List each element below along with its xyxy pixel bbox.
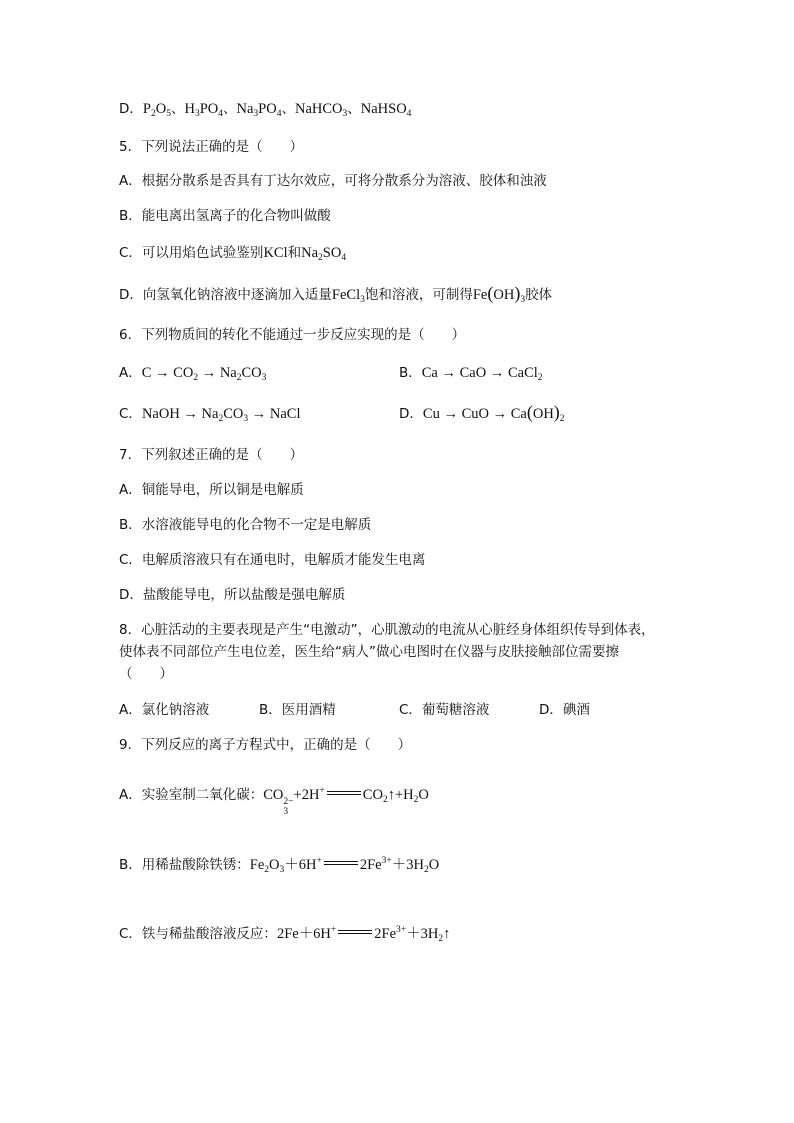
formula-feoh3: $Fe(OH)_3$ (472, 283, 526, 305)
q5-option-c: C．可以用焰色试验鉴别KCl和$Na_2SO_4$ (119, 245, 347, 263)
q8-option-a: A．氯化钠溶液 (119, 702, 210, 718)
formula-na2so4: $Na_2SO_4$ (301, 245, 347, 263)
q6-stem: 6．下列物质间的转化不能通过一步反应实现的是（ ） (119, 327, 466, 343)
formula-nahco3: NaHCO$_3$ (294, 101, 348, 119)
arrow-icon: → (441, 365, 456, 381)
q7-option-c: C．电解质溶液只有在通电时，电解质才能发生电离 (119, 552, 426, 568)
q4-option-d (119, 100, 411, 118)
gas-arrow-icon: ↑ (387, 787, 395, 803)
equals-sign (324, 861, 358, 865)
formula-nahso4: NaHSO$_4$ (360, 101, 412, 119)
q9-option-c: C．铁与稀盐酸溶液反应：2Fe＋6H+ $2Fe^{3+}+3H_2↑$ (119, 925, 451, 944)
q6-option-d: D．Cu → CuO → $Ca(OH)_2$ (399, 402, 565, 424)
q8-option-c: C．葡萄糖溶液 (399, 702, 490, 718)
separator: 、 (281, 101, 295, 117)
q8-option-b: B．医用酒精 (259, 702, 336, 718)
formula-p2o5: $P_2O_5$ (142, 101, 171, 119)
q8-stem-line3: （ ） (119, 666, 173, 682)
gas-arrow-icon: ↑ (443, 926, 451, 942)
arrow-icon: → (443, 406, 458, 422)
arrow-icon: → (489, 365, 505, 381)
q6-option-a: A．$C \to CO_2 \to Na_2CO_3$ (119, 365, 267, 383)
q6-option-c: C．NaOH → $Na_2CO_3$ → NaCl (119, 406, 301, 424)
q7-stem: 7．下列叙述正确的是（ ） (119, 447, 304, 463)
q5-option-a: A．根据分散系是否具有丁达尔效应，可将分散系分为溶液、胶体和浊液 (119, 173, 547, 189)
option-label: D． (119, 101, 143, 117)
q8-option-d: D．碘酒 (539, 702, 590, 718)
q9-option-b: B．用稀盐酸除铁锈：$Fe_2O_3+6H^+$ $2Fe^{3+}+3H_2O$ (119, 856, 440, 875)
ionic-equation: 2Fe＋6H+ $2Fe^{3+}+3H_2↑$ (276, 925, 451, 944)
q8-stem-line1: 8．心脏活动的主要表现是产生“电激动”，心肌激动的电流从心脏经身体组织传导到体表， (119, 622, 655, 638)
formula-fecl3: FeCl$_3$ (331, 287, 365, 305)
formula-na3po4: $Na_3PO_4$ (236, 101, 282, 119)
q5-option-d: D．向氢氧化钠溶液中逐滴加入适量FeCl$_3$饱和溶液，可制得$Fe(OH)_3$胶体 (119, 283, 553, 305)
arrow-icon: → (201, 365, 217, 381)
arrow-icon: → (251, 406, 267, 422)
separator: 、 (170, 101, 185, 117)
arrow-icon: → (183, 406, 198, 422)
equals-sign (327, 791, 361, 795)
formula-kcl: KCl (263, 245, 288, 261)
q8-stem-line2: 使体表不同部位产生电位差，医生给“病人”做心电图时在仪器与皮肤接触部位需要擦 (119, 644, 619, 660)
q7-option-a: A．铜能导电，所以铜是电解质 (119, 482, 304, 498)
q5-option-b: B．能电离出氢离子的化合物叫做酸 (119, 208, 331, 224)
formula-h3po4: $H_3PO_4$ (184, 101, 223, 119)
arrow-icon: → (155, 365, 170, 381)
q6-option-b: B．Ca → CaO → CaCl$_2$ (399, 365, 543, 383)
q7-option-b: B．水溶液能导电的化合物不一定是电解质 (119, 517, 372, 533)
separator: 、 (223, 101, 237, 117)
q7-option-d: D．盐酸能导电，所以盐酸是强电解质 (119, 587, 346, 603)
separator: 、 (347, 101, 361, 117)
q5-stem: 5．下列说法正确的是（ ） (119, 139, 304, 155)
ionic-equation: $Fe_2O_3+6H^+$ $2Fe^{3+}+3H_2O$ (249, 856, 440, 875)
q9-option-a: A．实验室制二氧化碳：CO 2− 3 +2H+ $CO_2↑+H_2O$ (119, 786, 429, 817)
q9-stem: 9．下列反应的离子方程式中，正确的是（ ） (119, 737, 412, 753)
equals-sign (338, 930, 372, 934)
ionic-equation: CO 2− 3 +2H+ $CO_2↑+H_2O$ (263, 786, 429, 817)
arrow-icon: → (492, 406, 508, 422)
